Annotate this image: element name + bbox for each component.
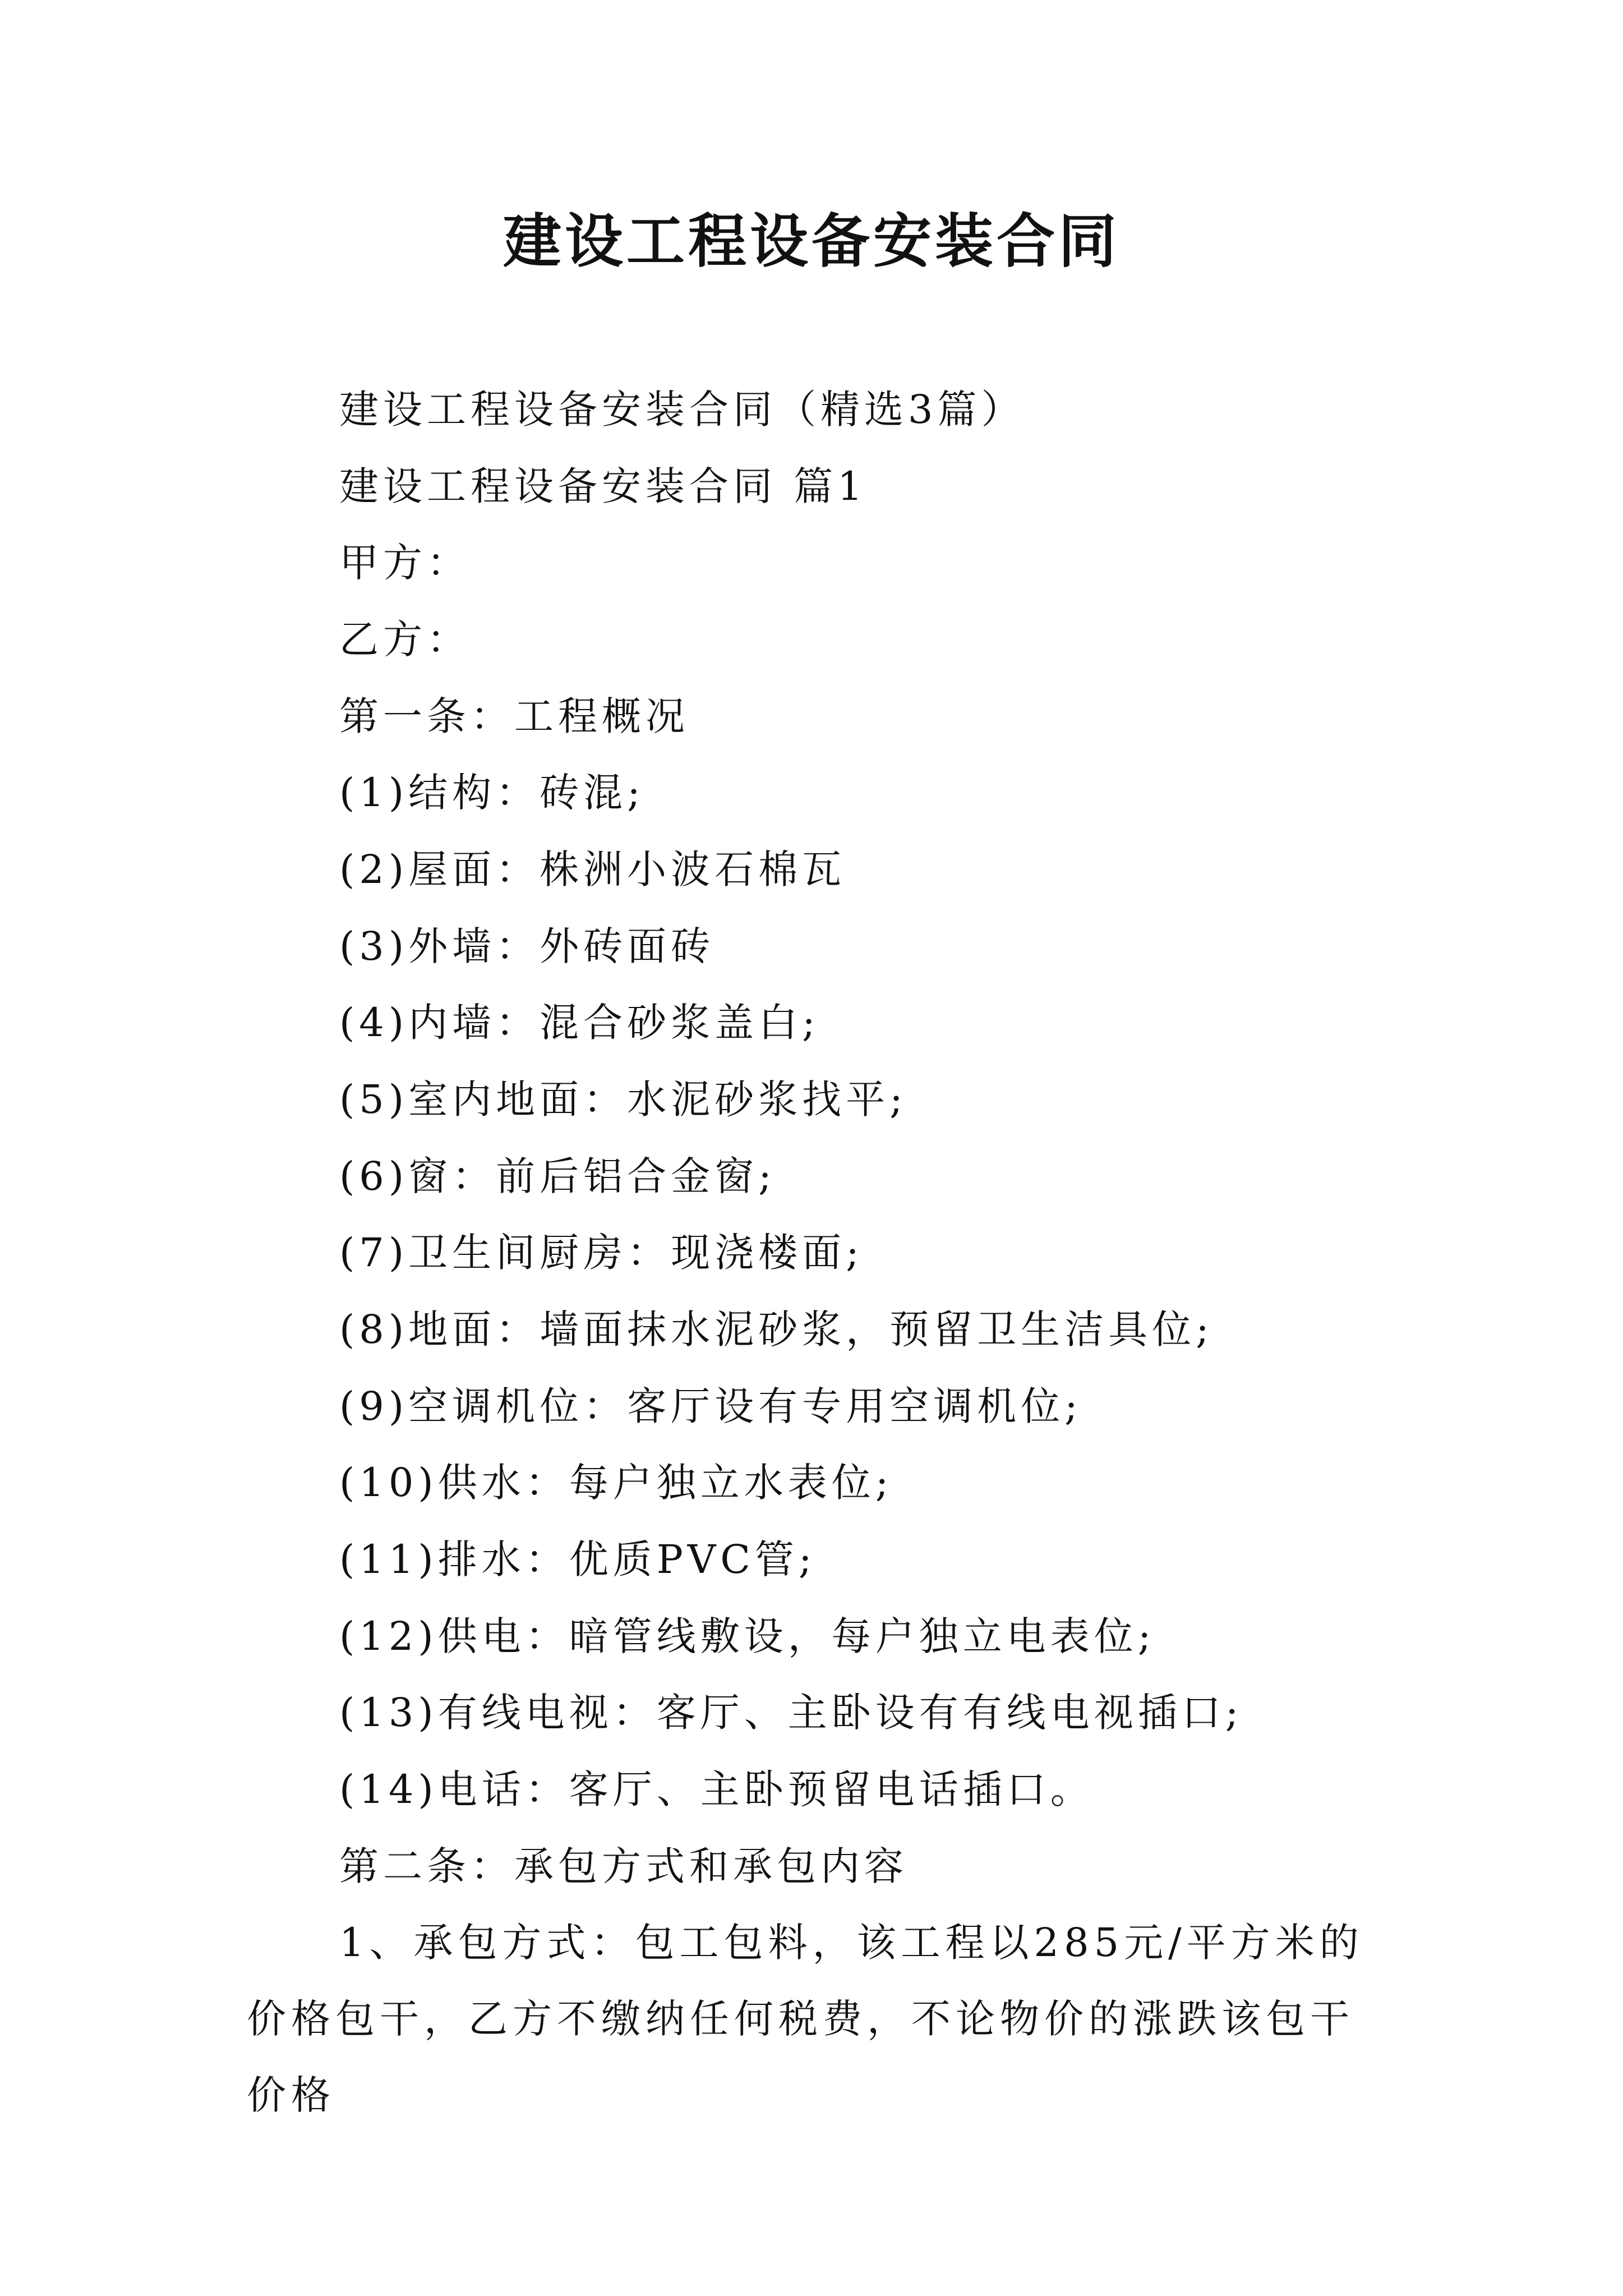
document-line: (9)空调机位：客厅设有专用空调机位;	[339, 1383, 1082, 1429]
document-line: (14)电话：客厅、主卧预留电话插口。	[339, 1766, 1094, 1812]
document-line: (13)有线电视：客厅、主卧设有有线电视插口;	[339, 1690, 1243, 1736]
document-line: (5)室内地面：水泥砂浆找平;	[339, 1076, 907, 1122]
document-line: (1)结构：砖混;	[339, 770, 645, 816]
document-line: (3)外墙：外砖面砖	[339, 923, 715, 969]
document-line: (6)窗：前后铝合金窗;	[339, 1153, 776, 1199]
document-line: 乙方：	[339, 616, 471, 662]
document-line: 建设工程设备安装合同（精选3篇）	[339, 386, 1025, 432]
document-line: 第一条：工程概况	[339, 693, 689, 739]
document-line: (4)内墙：混合砂浆盖白;	[339, 1000, 820, 1046]
document-line: (11)排水：优质PVC管;	[339, 1536, 817, 1582]
document-line: (12)供电：暗管线敷设，每户独立电表位;	[339, 1613, 1156, 1659]
document-line: 建设工程设备安装合同 篇1	[339, 463, 867, 509]
document-line: (8)地面：墙面抹水泥砂浆，预留卫生洁具位;	[339, 1306, 1214, 1352]
document-line: 甲方：	[339, 540, 471, 586]
document-title: 建设工程设备安装合同	[502, 206, 1120, 275]
document-paragraph: 1、承包方式：包工包料，该工程以285元/平方米的价格包干，乙方不缴纳任何税费，不论物价的涨跌该包干价格	[247, 1920, 1364, 2118]
document-line: (10)供水：每户独立水表位;	[339, 1460, 893, 1506]
document-line: (2)屋面：株洲小波石棉瓦	[339, 846, 846, 892]
document-line: (7)卫生间厨房：现浇楼面;	[339, 1230, 864, 1276]
document-line: 第二条：承包方式和承包内容	[339, 1843, 908, 1889]
